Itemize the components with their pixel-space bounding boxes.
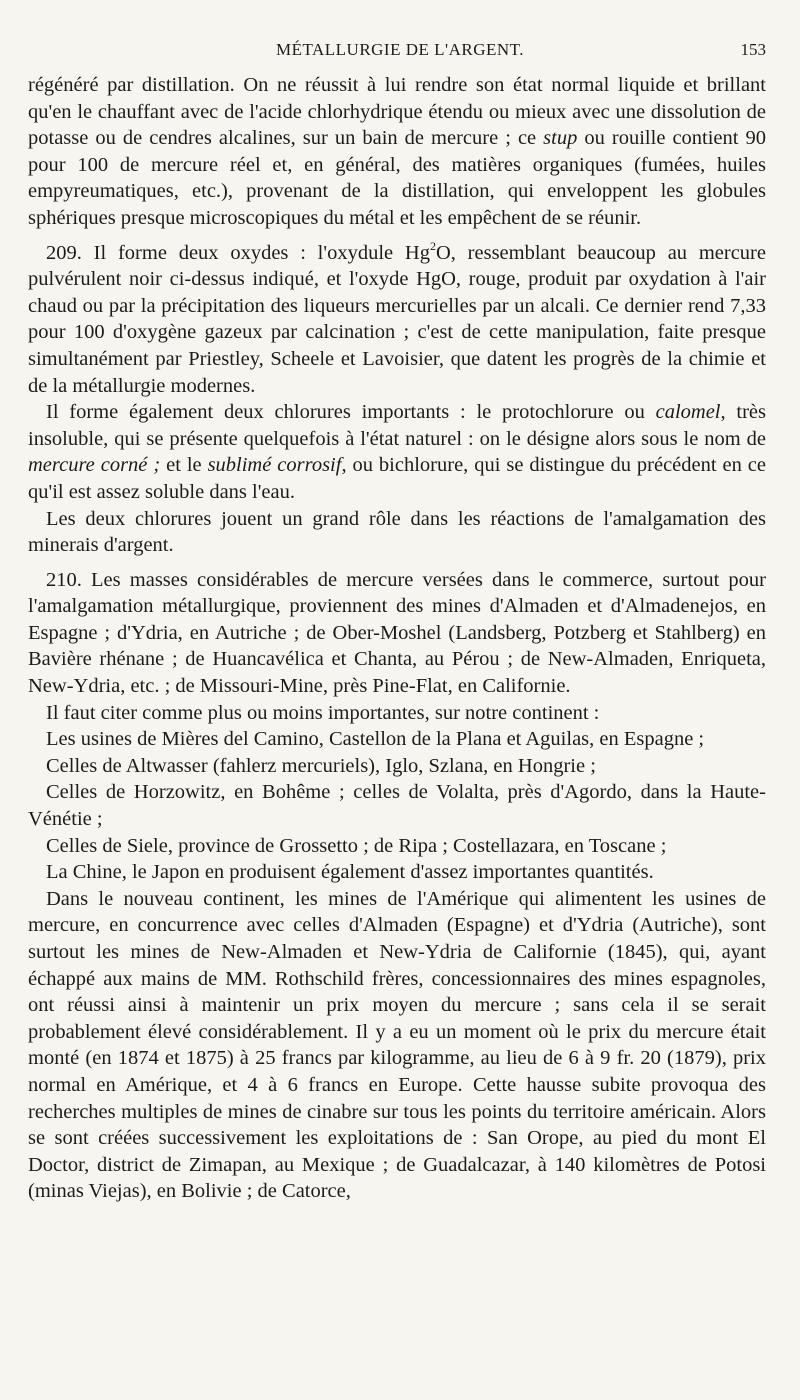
body-text: [28, 72, 766, 1205]
italic-term: mercure corné ;: [28, 454, 161, 477]
page-number: 153: [740, 40, 766, 59]
list-item: Celles de Horzowitz, en Bohême ; celles de Volalta, près d'Agordo, dans la Haute-Vénétie ;: [28, 781, 766, 831]
italic-term: stup: [543, 127, 578, 150]
italic-term: sublimé corrosif: [207, 454, 342, 477]
paragraph-deux-chlorures: Les deux chlorures jouent un grand rôle dans les réactions de l'amalgamation des minerais d'argent.: [28, 507, 766, 557]
page-header: [0, 40, 800, 64]
paragraph-209: 209. Il forme deux oxydes : l'oxydule Hg$^2$O, ressemblant beaucoup au mercure pulvérulent noir ci-dessus indiqué, et l'oxyde HgO, rouge, produit par oxydation à l'air chaud ou par la précipitation des liqueurs mercurielles par un alcali. Ce dernier rend 7,33 pour 100 d'oxygène gazeux par calcination ; c'est de cette manipulation, faite presque simultanément par Priestley, Scheele et Lavoisier, que datent les progrès de la chimie et de la métallurgie modernes.: [28, 238, 766, 397]
list-item: Celles de Altwasser (fahlerz mercuriels), Iglo, Szlana, en Hongrie ;: [46, 754, 596, 777]
paragraph-chlorures: Il forme également deux chlorures importants : le protochlorure ou calomel, très insoluble, qui se présente quelquefois à l'état naturel : on le désigne alors sous le nom de mercure corné ; et le sublimé corrosif, ou bichlorure, qui se distingue du précédent en ce qu'il est assez soluble dans l'eau.: [28, 401, 766, 503]
list-item: La Chine, le Japon en produisent également d'assez importantes quantités.: [46, 861, 654, 884]
running-title: MÉTALLURGIE DE L'ARGENT.: [275, 40, 525, 59]
superscript: 2: [429, 238, 436, 253]
list-item: Les usines de Mières del Camino, Castellon de la Plana et Aguilas, en Espagne ;: [46, 728, 705, 751]
list-item: Celles de Siele, province de Grossetto ; de Ripa ; Costellazara, en Toscane ;: [46, 834, 667, 857]
paragraph-210: 210. Les masses considérables de mercure versées dans le commerce, surtout pour l'amalgamation métallurgique, proviennent des mines d'Almaden et d'Almadenejos, en Espagne ; d'Ydria, en Autriche ; de Ober-Moshel (Landsberg, Potzberg et Stahlberg) en Bavière rhénane ; de Huancavélica et Chanta, au Pérou ; de New-Almaden, Enriqueta, New-Ydria, etc. ; de Missouri-Mine, près Pine-Flat, en Californie.: [28, 568, 766, 698]
italic-term: calomel: [655, 401, 721, 424]
paragraph-citer: Il faut citer comme plus ou moins importantes, sur notre continent :: [46, 701, 600, 724]
paragraph-continuation: régénéré par distillation. On ne réussit à lui rendre son état normal liquide et brillant qu'en le chauffant avec de l'acide chlorhydrique étendu ou mieux avec une dissolution de potasse ou de cendres alcalines, sur un bain de mercure ; ce stup ou rouille contient 90 pour 100 de mercure réel et, en général, des matières organiques (fumées, huiles empyreumatiques, etc.), provenant de la distillation, qui enveloppent les globules sphériques presque microscopiques du métal et les empêchent de se réunir.: [28, 74, 767, 229]
paragraph-nouveau-continent: Dans le nouveau continent, les mines de l'Amérique qui alimentent les usines de mercure, en concurrence avec celles d'Almaden (Espagne) et d'Ydria (Autriche), sont surtout les mines de New-Almaden et New-Ydria de Californie (1845), qui, ayant échappé aux mains de MM. Rothschild frères, concessionnaires des mines espagnoles, ont réussi ainsi à maintenir un prix moyen du mercure ; sans cela il se serait probablement élevé considérablement. Il y a eu un moment où le prix du mercure était monté (en 1874 et 1875) à 25 francs par kilogramme, au lieu de 6 à 9 fr. 20 (1879), prix normal en Amérique, et 4 à 6 francs en Europe. Cette hausse subite provoqua des recherches multiples de mines de cinabre sur tous les points du territoire américain. Alors se sont créées successivement les exploitations de : San Orope, au pied du mont El Doctor, district de Zimapan, au Mexique ; de Guadalcazar, à 140 kilomètres de Potosi (minas Viejas), en Bolivie ; de Catorce,: [28, 887, 766, 1203]
